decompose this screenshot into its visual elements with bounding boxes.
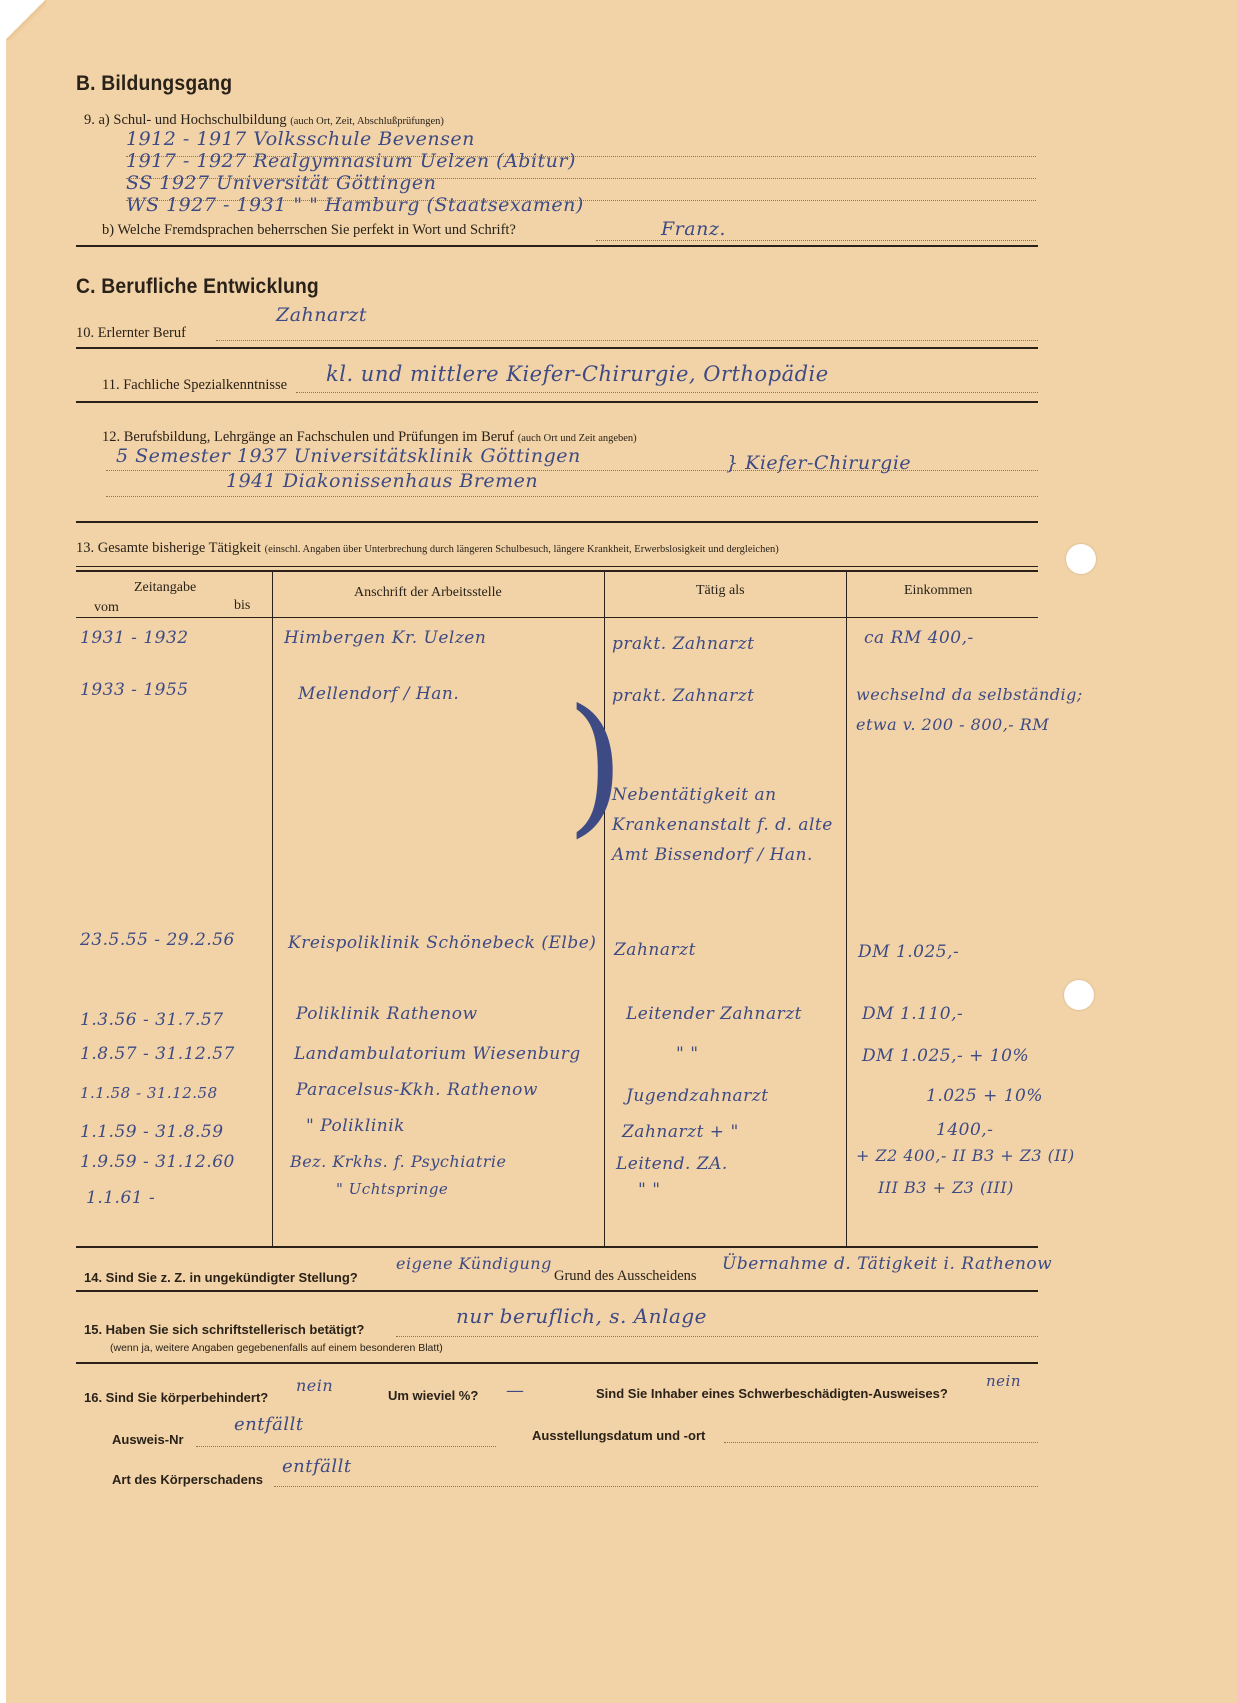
q9a-entry-1: 1912 - 1917 Volksschule Bevensen <box>126 128 475 150</box>
q12-label: 12. Berufsbildung, Lehrgänge an Fachschulen und Prüfungen im Beruf (auch Ort und Zeit angeben) <box>102 429 637 445</box>
q12-side-note: } Kiefer-Chirurgie <box>726 452 912 474</box>
table-cell-taetig: " " <box>638 1180 661 1200</box>
table-cell-einkommen: + Z2 400,- II B3 + Z3 (II) <box>856 1146 1075 1165</box>
q11-answer: kl. und mittlere Kiefer-Chirurgie, Orthopädie <box>326 362 829 386</box>
folded-corner <box>6 0 46 40</box>
q16-label: 16. Sind Sie körperbehindert? <box>84 1390 269 1405</box>
table-cell-taetig: prakt. Zahnarzt <box>612 686 755 706</box>
table-cell-anschrift: Landambulatorium Wiesenburg <box>294 1044 581 1064</box>
table-cell-anschrift: Bez. Krkhs. f. Psychiatrie <box>290 1152 507 1171</box>
q14-grund-answer: Übernahme d. Tätigkeit i. Rathenow <box>722 1254 1053 1274</box>
table-cell-anschrift: Paracelsus-Kkh. Rathenow <box>296 1080 538 1100</box>
table-cell-taetig: Nebentätigkeit an Krankenanstalt f. d. alte Amt Bissendorf / Han. <box>612 785 833 865</box>
q9b-label: b) Welche Fremdsprachen beherrschen Sie perfekt in Wort und Schrift? <box>102 222 516 238</box>
table-cell-einkommen: III B3 + Z3 (III) <box>878 1178 1014 1197</box>
q9b-answer: Franz. <box>661 218 726 240</box>
table-cell-einkommen: ca RM 400,- <box>864 628 974 648</box>
q9a-entry-4: WS 1927 - 1931 " " Hamburg (Staatsexamen) <box>126 194 584 216</box>
col-header-vom: vom <box>94 600 119 615</box>
q15-label: 15. Haben Sie sich schriftstellerisch betätigt? <box>84 1322 365 1337</box>
col-header-zeitangabe: Zeitangabe <box>134 580 197 595</box>
q14-grund-label: Grund des Ausscheidens <box>554 1268 697 1284</box>
q16-answer: nein <box>296 1376 334 1395</box>
form-page <box>6 0 1237 1703</box>
table-row: 1.3.56 - 31.7.57 <box>80 1010 224 1030</box>
q9a-label: 9. a) Schul- und Hochschulbildung (auch Ort, Zeit, Abschlußprüfungen) <box>84 112 444 128</box>
section-c-title: C. Berufliche Entwicklung <box>76 275 319 298</box>
q10-label: 10. Erlernter Beruf <box>76 325 186 341</box>
q16-wieviel-answer: — <box>506 1380 525 1401</box>
col-header-bis: bis <box>234 598 251 613</box>
q15-note: (wenn ja, weitere Angaben gegebenenfalls auf einem besonderen Blatt) <box>110 1342 443 1354</box>
q16-wieviel-label: Um wieviel %? <box>388 1388 479 1403</box>
table-cell-taetig: Jugendzahnarzt <box>626 1086 769 1106</box>
table-cell-einkommen: wechselnd da selbständig; etwa v. 200 - 800,- RM <box>856 685 1083 734</box>
table-cell-taetig: Zahnarzt <box>614 940 696 960</box>
table-cell-anschrift: " Poliklinik <box>306 1116 405 1136</box>
table-bottom-rule <box>76 1246 1038 1248</box>
col-header-anschrift: Anschrift der Arbeitsstelle <box>354 585 502 600</box>
table-row: 1.1.61 - <box>86 1188 156 1208</box>
table-cell-einkommen: DM 1.110,- <box>862 1004 964 1024</box>
table-row: 1.1.59 - 31.8.59 <box>80 1122 224 1142</box>
q12-line-2: 1941 Diakonissenhaus Bremen <box>226 470 539 492</box>
punch-hole-bottom <box>1064 980 1094 1010</box>
col-header-einkommen: Einkommen <box>904 583 973 598</box>
q13-label: 13. Gesamte bisherige Tätigkeit (einschl. Angaben über Unterbrechung durch längeren Schulbesuch, längere Krankheit, Erwerbslosigkeit und dergleichen) <box>76 540 779 556</box>
table-top-rule <box>76 570 1038 572</box>
table-row: 1.9.59 - 31.12.60 <box>80 1152 235 1172</box>
table-row: 23.5.55 - 29.2.56 <box>80 930 235 950</box>
table-cell-anschrift: " Uchtspringe <box>336 1180 449 1198</box>
table-cell-taetig: Zahnarzt + " <box>622 1122 739 1142</box>
q11-label: 11. Fachliche Spezialkenntnisse <box>102 377 288 393</box>
table-cell-taetig: prakt. Zahnarzt <box>612 634 755 654</box>
section-b-title: B. Bildungsgang <box>76 72 233 95</box>
table-cell-taetig: Leitender Zahnarzt <box>626 1004 802 1024</box>
table-cell-einkommen: DM 1.025,- <box>858 942 960 962</box>
ausweis-nr-label: Ausweis-Nr <box>112 1432 184 1447</box>
q16-ausweis-answer: nein <box>986 1372 1021 1390</box>
table-cell-einkommen: 1.025 + 10% <box>926 1086 1044 1106</box>
q16-ausweis-question: Sind Sie Inhaber eines Schwerbeschädigten-Ausweises? <box>596 1386 948 1401</box>
q12-line-1: 5 Semester 1937 Universitätsklinik Göttingen <box>116 445 581 467</box>
table-cell-anschrift: Himbergen Kr. Uelzen <box>284 628 487 648</box>
table-cell-anschrift: Kreispoliklinik Schönebeck (Elbe) <box>288 933 597 953</box>
q10-answer: Zahnarzt <box>276 304 368 326</box>
table-cell-einkommen: 1400,- <box>936 1120 994 1140</box>
col-header-taetig: Tätig als <box>696 583 745 598</box>
punch-hole-top <box>1066 544 1096 574</box>
ausweis-nr-answer: entfällt <box>234 1414 304 1435</box>
table-cell-anschrift: Poliklinik Rathenow <box>296 1004 478 1024</box>
q9a-entry-2: 1917 - 1927 Realgymnasium Uelzen (Abitur) <box>126 150 576 172</box>
table-cell-anschrift: Mellendorf / Han. <box>298 684 460 704</box>
table-header-rule <box>76 617 1038 618</box>
table-row: 1.1.58 - 31.12.58 <box>80 1084 218 1102</box>
table-cell-einkommen: DM 1.025,- + 10% <box>862 1046 1030 1066</box>
table-row: 1933 - 1955 <box>80 680 189 700</box>
koerperschaden-answer: entfällt <box>282 1456 352 1477</box>
table-cell-taetig: Leitend. ZA. <box>616 1154 728 1174</box>
brace-mark: ) <box>566 678 626 852</box>
ausstellung-label: Ausstellungsdatum und -ort <box>532 1428 706 1443</box>
table-row: 1931 - 1932 <box>80 628 189 648</box>
q14-label: 14. Sind Sie z. Z. in ungekündigter Stellung? <box>84 1270 358 1285</box>
table-row: 1.8.57 - 31.12.57 <box>80 1044 235 1064</box>
table-cell-taetig: " " <box>676 1044 699 1064</box>
q9a-entry-3: SS 1927 Universität Göttingen <box>126 172 437 194</box>
q14-answer: eigene Kündigung <box>396 1254 552 1273</box>
koerperschaden-label: Art des Körperschadens <box>112 1472 263 1487</box>
q15-answer: nur beruflich, s. Anlage <box>456 1304 708 1328</box>
